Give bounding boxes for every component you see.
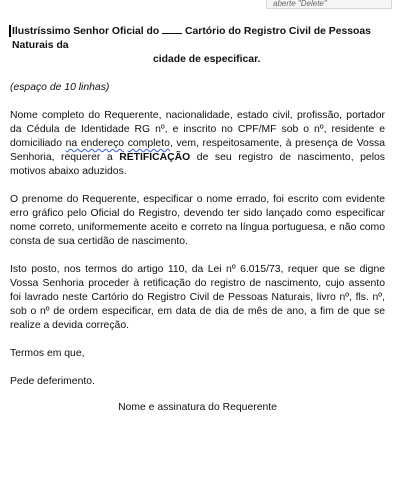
petition-document [10, 24, 385, 415]
addressee-heading [10, 24, 385, 67]
p1-text-a: Nome completo do Requerente, nacionalidade, estado civil, profissão, portador da Cédula de Identidade RG nº, e inscrito no CPF/MF sob o nº, residente e domiciliado [10, 110, 385, 149]
heading-line-2: cidade de especificar. [153, 54, 261, 65]
paragraph-legal-request: Isto posto, nos termos do artigo 110, da Lei nº 6.015/73, requer que se digne Vossa Senhoria proceder à retificação do registro de nascimento, cujo assento foi lavrado neste Cartório do Registro Civil de Pessoas Naturais, livro nº, fls. nº, sob o nº de ordem especificar, em data de dia de mês de ano, a fim de que se realize a devida correção. [10, 264, 385, 331]
heading-prefix: Ilustríssimo Senhor Oficial do [12, 26, 160, 37]
heading-suffix: Cartório do Registro Civil de Pessoas Naturais da [12, 26, 371, 51]
text-cursor [9, 25, 11, 37]
p1-text-b: , vem, respeitosamente, à presença de Vossa Senhoria, requerer a [10, 138, 385, 163]
p1-text-c: de seu registro de nascimento, pelos motivos abaixo aduzidos. [10, 152, 385, 177]
paragraph-error-description: O prenome do Requerente, especificar o nome errado, foi escrito com evidente erro gráfico pelo Oficial do Registro, devendo ter sido lançado como especificar nome correto, uniformemente aceito e correto na língua portuguesa, e não como consta de sua certidão de nascimento. [10, 194, 385, 247]
closing-terms: Termos em que, [10, 348, 85, 359]
signature-line: Nome e assinatura do Requerente [118, 402, 277, 413]
spacing-note: (espaço de 10 linhas) [10, 82, 110, 93]
heading-line-1 [12, 24, 385, 53]
spelling-flag-complete[interactable]: completo [127, 138, 170, 149]
closing-request: Pede deferimento. [10, 376, 95, 387]
spelling-flag-address[interactable]: na endereço [65, 138, 125, 149]
paragraph-requester-identification [10, 109, 385, 179]
retification-keyword: RETIFICAÇÃO [119, 152, 191, 163]
instruction-hint-box: aberte "Delete" [266, 0, 392, 9]
fill-in-blank[interactable] [162, 24, 182, 34]
